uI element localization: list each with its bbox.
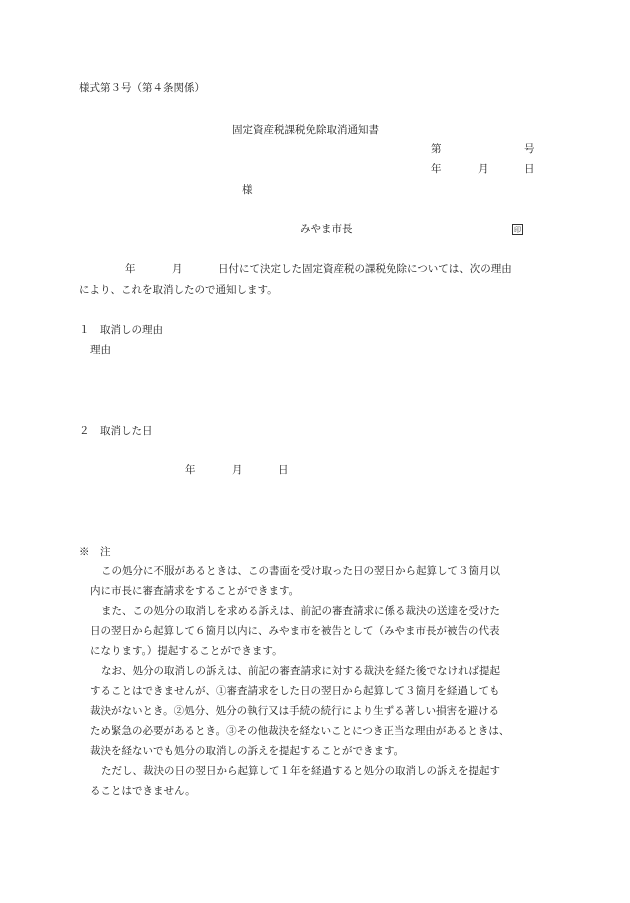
body-line1: 日付にて決定した固定資産税の課税免除については、次の理由 [218,263,512,275]
note-line: ただし、裁決の日の翌日から起算して１年を経過すると処分の取消しの訴えを提起す [101,765,500,777]
cancel-date-month: 月 [232,464,243,476]
note-line: ため緊急の必要があるとき。③その他裁決を経ないことにつき正当な理由があるときは、 [90,725,510,737]
doc-date-month: 月 [478,163,489,175]
body-line2: により、これを取消したので通知します。 [79,284,278,296]
doc-date-year: 年 [431,163,442,175]
seal-mark: 印 [514,226,521,234]
addressee-suffix: 様 [242,184,253,196]
note-line: 内に市長に審査請求をすることができます。 [90,585,300,597]
note-line: この処分に不服があるときは、この書面を受け取った日の翌日から起算して３箇月以 [101,565,500,577]
cancel-date-day: 日 [278,464,289,476]
note-line: になります。）提起することができます。 [90,645,283,657]
reason-label: 理由 [90,344,111,356]
doc-date-day: 日 [524,163,535,175]
note-line: 裁決がないとき。②処分、処分の執行又は手続の続行により生ずる著しい損害を避ける [90,705,500,717]
doc-number-prefix: 第 [431,143,442,155]
note-mark: ※ 注 [79,546,111,558]
note-line: また、この処分の取消しを求める訴えは、前記の審査請求に係る裁決の送達を受けた [101,605,500,617]
note-line: 裁決を経ないでも処分の取消しの訴えを提起することができます。 [90,745,405,757]
document-title: 固定資産税課税免除取消通知書 [232,124,379,136]
note-line: することはできませんが、①審査請求をした日の翌日から起算して３箇月を経過しても [90,685,500,697]
section1-heading: １ 取消しの理由 [79,324,163,336]
body-year: 年 [125,263,136,275]
issuer: みやま市長 [300,223,353,235]
note-line: 日の翌日から起算して６箇月以内に、みやま市を被告として（みやま市長が被告の代表 [90,625,500,637]
section2-heading: ２ 取消した日 [79,425,153,437]
doc-number-suffix: 号 [524,143,535,155]
note-line: ることはできません。 [90,785,196,797]
cancel-date-year: 年 [185,464,196,476]
note-line: なお、処分の取消しの訴えは、前記の審査請求に対する裁決を経た後でなければ提起 [101,665,500,677]
form-number: 様式第３号（第４条関係） [79,82,205,94]
body-month: 月 [172,263,183,275]
